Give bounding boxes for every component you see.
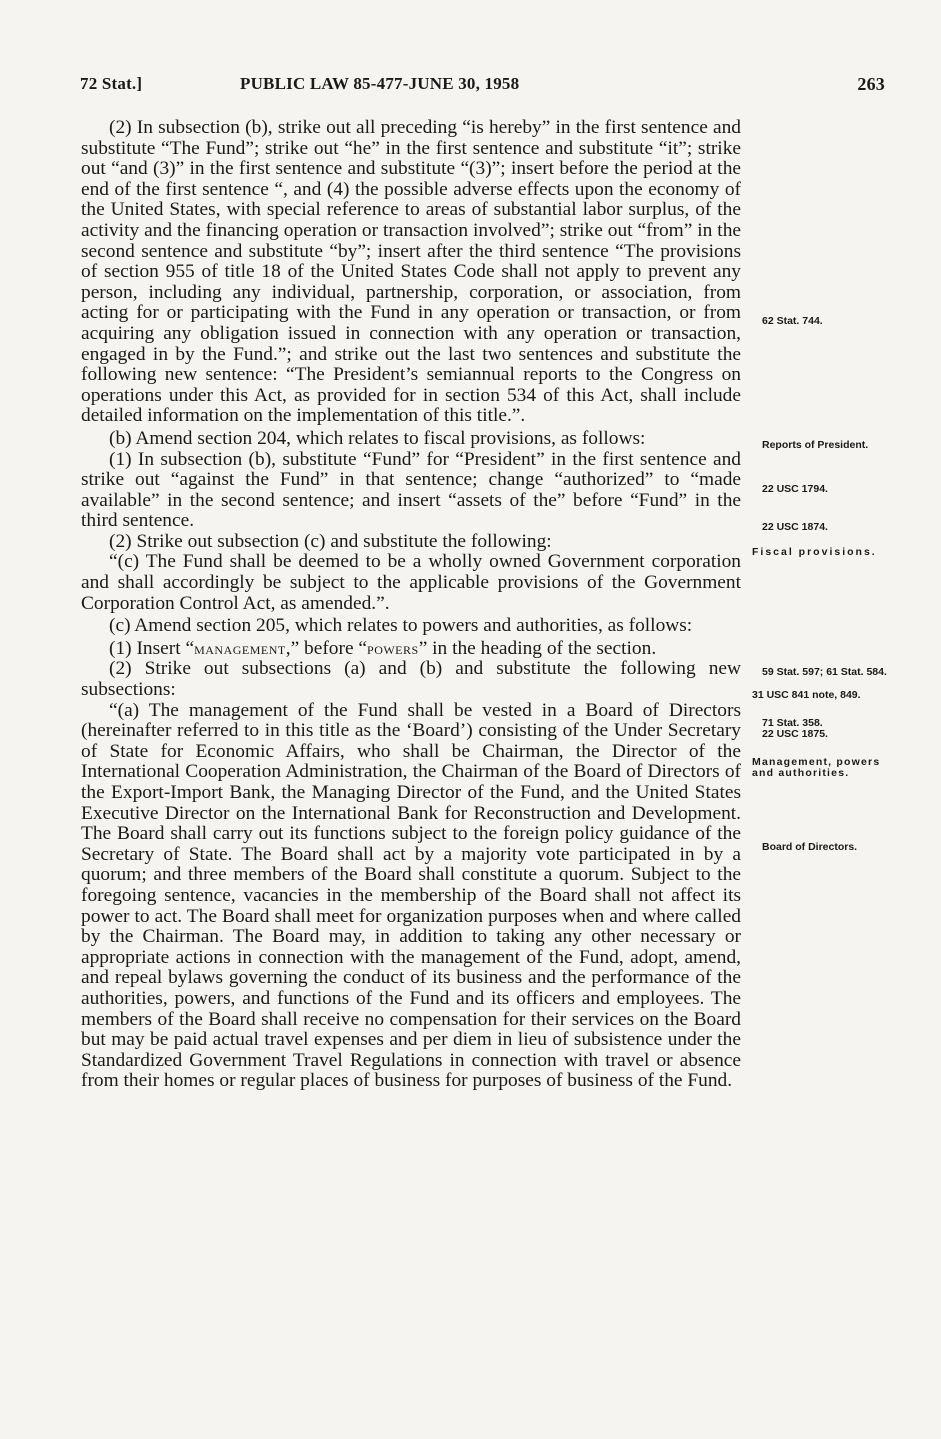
margin-note-reports: Reports of President. <box>762 439 869 451</box>
powers-smallcaps: powers <box>367 638 419 658</box>
page-header <box>80 74 885 100</box>
margin-note-31usc: 31 USC 841 note, 849. <box>752 689 861 701</box>
p7-text-a: (1) Insert “ <box>109 637 195 659</box>
statute-volume: 72 Stat.] <box>80 74 143 93</box>
body-text <box>81 118 741 1092</box>
margin-note-59-stat: 59 Stat. 597; 61 Stat. 584. <box>762 666 887 678</box>
margin-note-62-stat: 62 Stat. 744. <box>762 315 823 327</box>
paragraph-204-c2: (2) Strike out subsection (c) and substitute the following: <box>109 530 552 552</box>
paragraph-section-204: (b) Amend section 204, which relates to fiscal provisions, as follows: <box>109 427 646 449</box>
margin-note-22usc1794: 22 USC 1794. <box>762 483 828 495</box>
law-title: PUBLIC LAW 85-477-JUNE 30, 1958 <box>240 74 520 93</box>
margin-note-22usc1874: 22 USC 1874. <box>762 521 828 533</box>
paragraph-204-b1: (1) In subsection (b), substitute “Fund” for “President” in the first sentence and strike out “against the Fund” in that sentence; change “authorized” to “made available” in the second sentence; and insert “assets of the” before “Fund” in the third sentence. <box>81 448 741 532</box>
management-smallcaps: management <box>194 638 286 658</box>
margin-note-board: Board of Directors. <box>762 841 858 853</box>
margin-note-71-stat: 71 Stat. 358. <box>762 717 823 729</box>
p7-text-b: ,” before “ <box>285 637 368 659</box>
margin-note-management: Management, powers and authorities. <box>752 756 881 779</box>
paragraph-204-c-text: “(c) The Fund shall be deemed to be a wholly owned Government corporation and shall accordingly be subject to the applicable provisions of the Government Corporation Control Act, as amended.”. <box>81 551 741 614</box>
margin-note-fiscal: Fiscal provisions. <box>752 546 877 558</box>
page-number: 263 <box>857 74 885 94</box>
paragraph-b2-subsection: (2) In subsection (b), strike out all preceding “is hereby” in the first sentence and substitute “The Fund”; strike out “he” in the first sentence and substitute “it”; strike out “and (3)” in the first sentence and substitute “(3)”; insert before the period at the end of the first sentence “, and (4) the possible adverse effects upon the economy of the United States, with special reference to areas of substantial labor surplus, of the activity and the financing operation or transaction involved”; strike out “from” in the second sentence and substitute “by”; insert after the third sentence “The provisions of section 955 of title 18 of the United States Code shall not apply to prevent any person, including any individual, partnership, corporation, or association, from acting for or participating with the Fund in any operation or transaction, or from acquiring any obligation issued in connection with any operation or transaction, engaged in by the Fund.”; and strike out the last two sentences and substitute the following new sentence: “The President’s semiannual reports to the Congress on operations under this Act, as provided for in section 534 of this Act, shall include detailed information on the implementation of this title.”. <box>81 117 741 427</box>
paragraph-section-205: (c) Amend section 205, which relates to powers and authorities, as follows: <box>109 615 693 637</box>
paragraph-205-1 <box>81 639 741 660</box>
paragraph-205-2: (2) Strike out subsections (a) and (b) and substitute the following new subsections: <box>81 658 741 701</box>
paragraph-205-a-board: “(a) The management of the Fund shall be vested in a Board of Directors (hereinafter referred to in this title as the ‘Board’) consisting of the Under Secretary of State for Economic Affairs, who shall be Chairman, the Director of the International Cooperation Administration, the Chairman of the Board of Directors of the Export-Import Bank, the Managing Director of the Fund, and the United States Executive Director on the International Bank for Reconstruction and Development. The Board shall carry out its functions subject to the foreign policy guidance of the Secretary of State. The Board shall act by a majority vote participated in by a quorum; and three members of the Board shall constitute a quorum. Subject to the foregoing sentence, vacancies in the membership of the Board shall not affect its power to act. The Board shall meet for organization purposes when and where called by the Chairman. The Board may, in addition to taking any other necessary or appropriate actions in connection with the management of the Fund, adopt, amend, and repeal bylaws governing the conduct of its business and the performance of the authorities, powers, and functions of the Fund and its officers and employees. The members of the Board shall receive no compensation for their services on the Board but may be paid actual travel expenses and per diem in lieu of subsistence under the Standardized Government Travel Regulations in connection with travel or absence from their homes or regular places of business for purposes of business of the Fund. <box>81 699 741 1092</box>
p7-text-c: ” in the heading of the section. <box>418 637 657 659</box>
margin-note-22usc1875: 22 USC 1875. <box>762 728 828 740</box>
